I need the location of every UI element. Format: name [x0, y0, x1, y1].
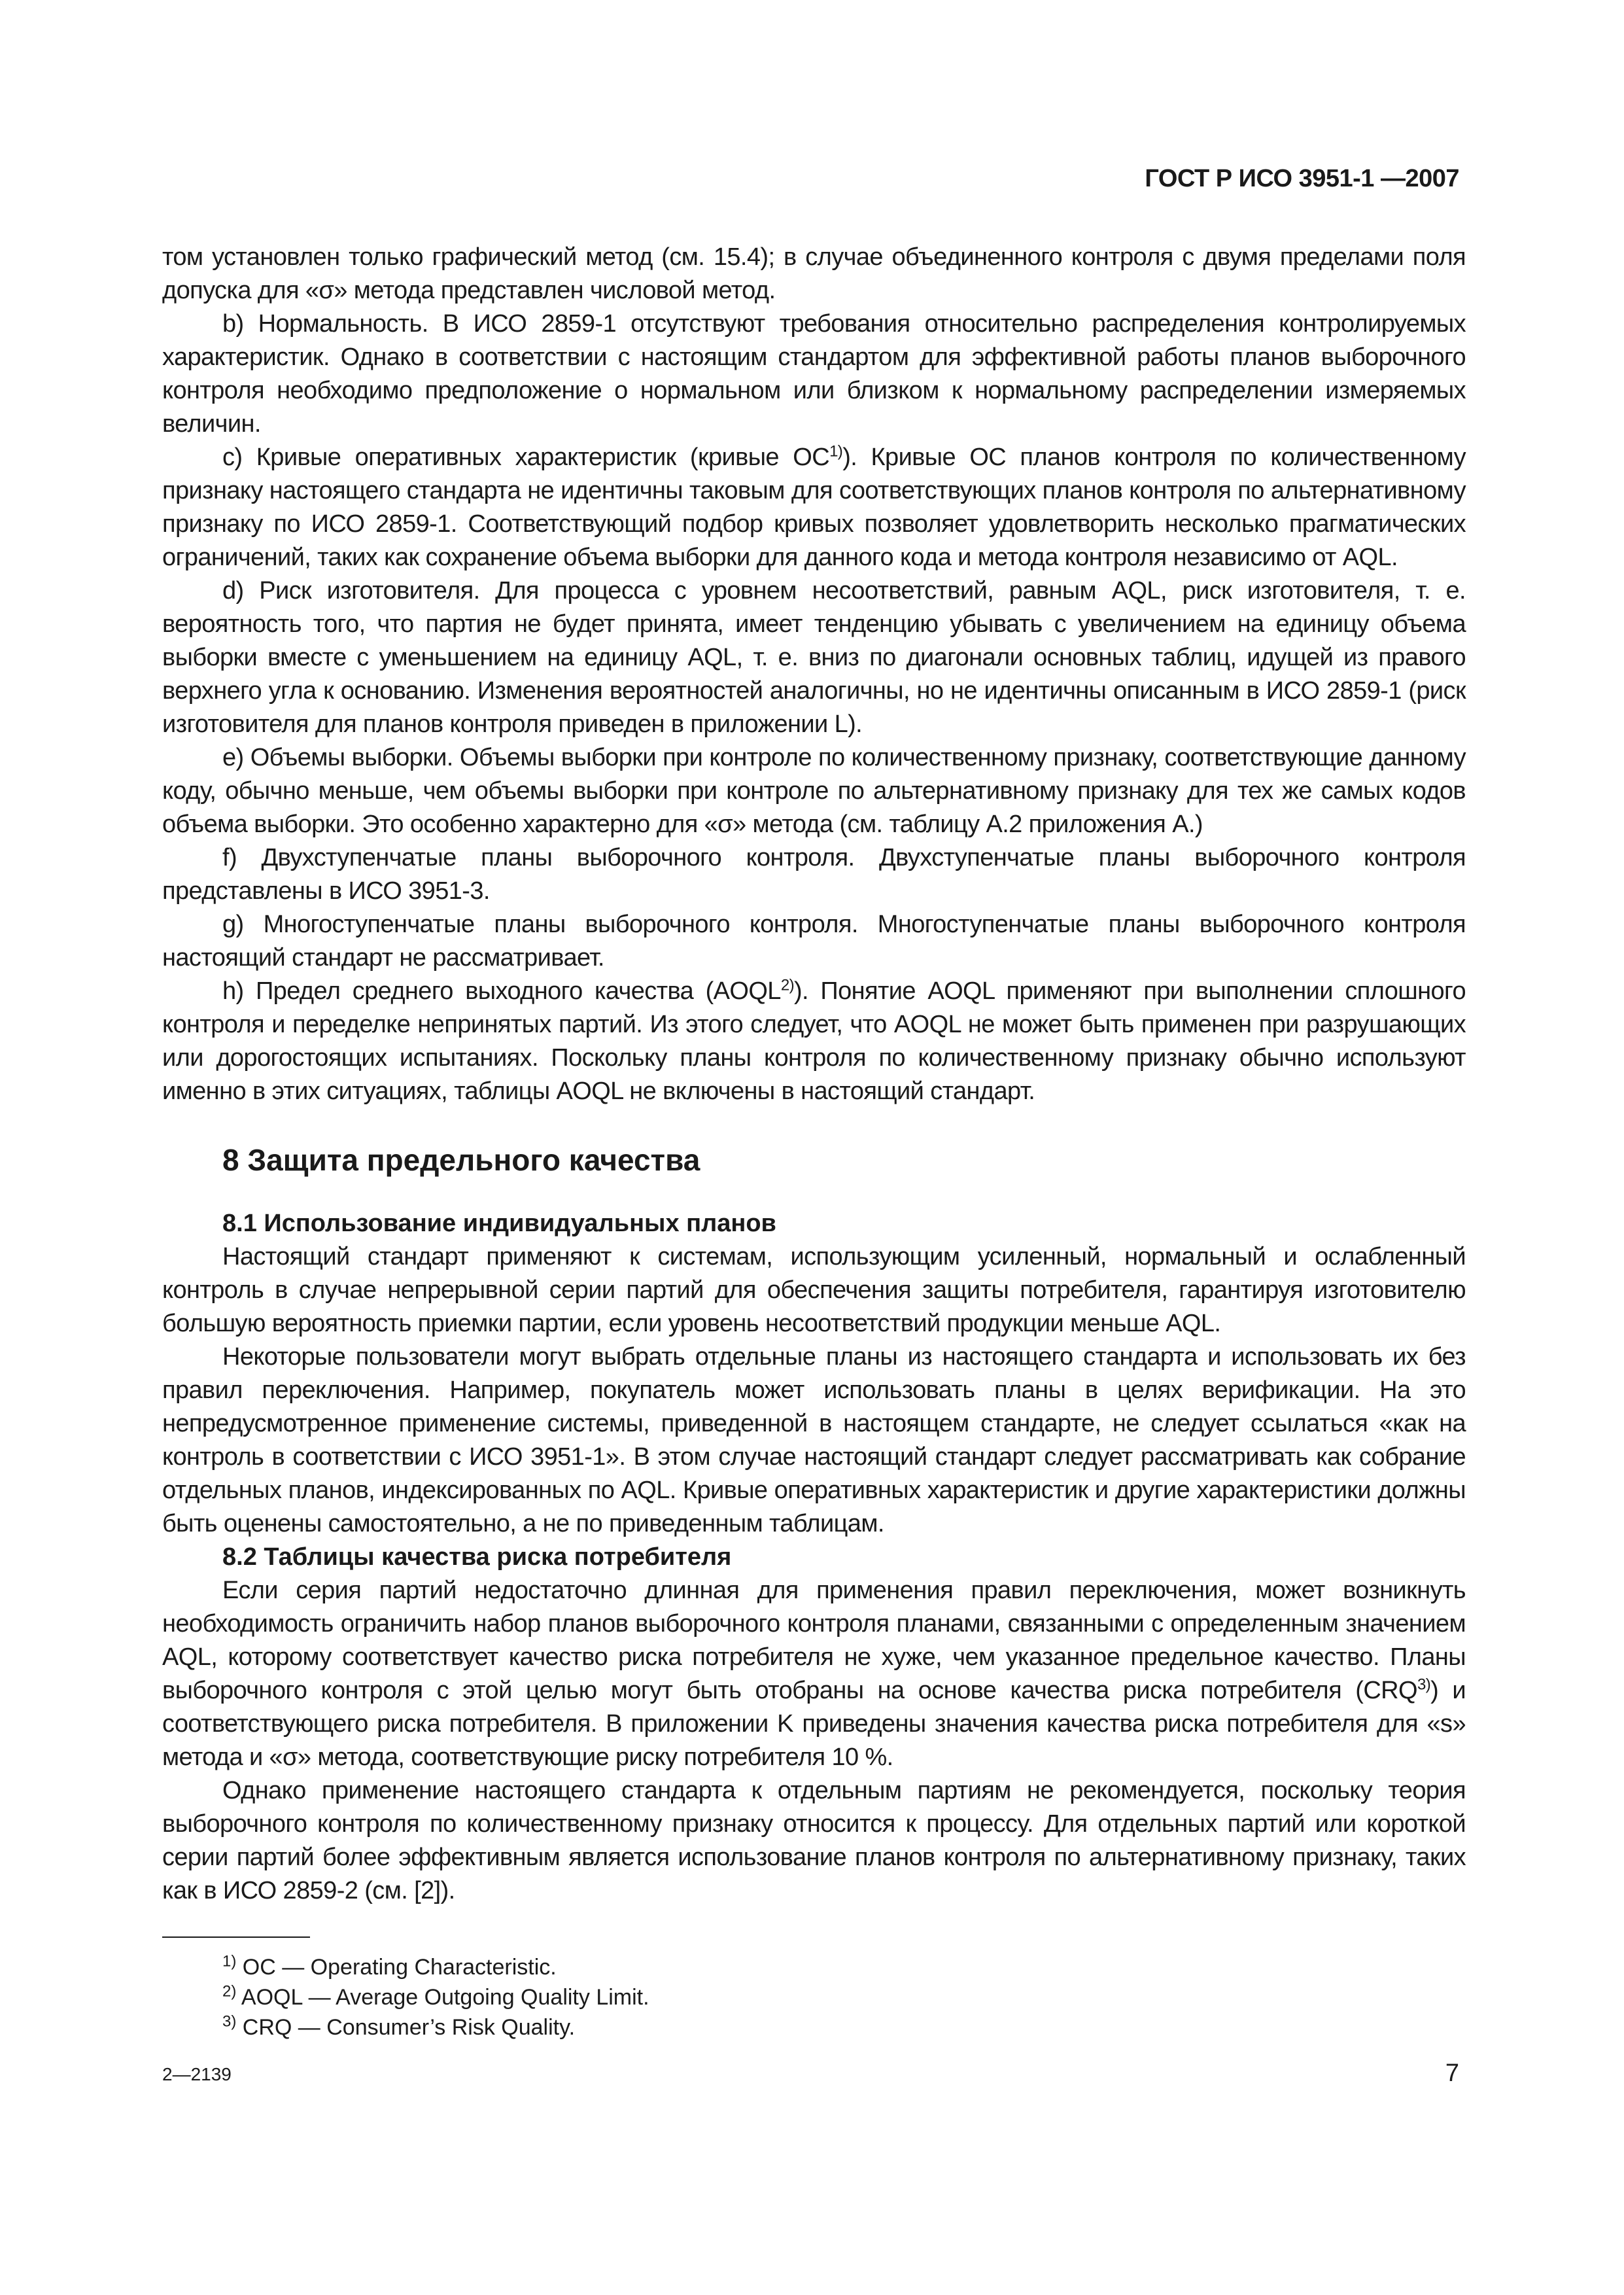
paragraph-c-oc-curves — [162, 441, 1466, 574]
paragraph-h-aoql — [162, 975, 1466, 1108]
footnote-ref-2: 2) — [780, 976, 794, 994]
print-code: 2—2139 — [162, 2064, 232, 2084]
footnote-ref-1: 1) — [829, 442, 843, 461]
footnote-mark: 1) — [222, 1952, 237, 1971]
paragraph-8-2-text-end: ) и соответствующего риска потребителя. В приложении K приведены значения качества риска потребителя для «s» метода и «σ» метода, соответствующие риску потребителя 10 %. — [162, 1677, 1466, 1771]
paragraph-8-1-second: Некоторые пользователи могут выбрать отдельные планы из настоящего стандарта и использовать их без правил переключения. Например, покупатель может использовать планы в целях верификации. На это непредусмотренное применение системы, приведенной в настоящем стандарте, не следует ссылаться «как на контроль в соответствии с ИСО 3951-1». В этом случае настоящий стандарт следует рассматривать как собрание отдельных планов, индексированных по AQL. Кривые оперативных характеристик и другие характеристики должны быть оценены самостоятельно, а не по приведенным таблицам. — [162, 1343, 1466, 1537]
paragraph-h-text-end: ). Понятие AOQL применяют при выполнении сплошного контроля и переделке непринятых партий. Из этого следует, что AOQL не может быть применен при разрушающих или дорогостоящих испытаниях. Поскольку планы контроля по количественному признаку обычно используют именно в этих ситуациях, таблицы AOQL не включены в настоящий стандарт. — [162, 977, 1466, 1105]
footnote-separator — [162, 1936, 310, 1938]
paragraph-d-producer-risk: d) Риск изготовителя. Для процесса с уровнем несоответствий, равным AQL, риск изготовителя, т. е. вероятность того, что партия не будет принята, имеет тенденцию убывать с увеличением на единицу объема выборки вместе с уменьшением на единицу AQL, т. е. вниз по диагонали основных таблиц, идущей из правого верхнего угла к основанию. Изменения вероятностей аналогичны, но не идентичны описанным в ИСО 2859-1 (риск изготовителя для планов контроля приведен в приложении L). — [162, 577, 1466, 738]
paragraph-intro: том установлен только графический метод (см. 15.4); в случае объединенного контроля с двумя пределами поля допуска для «σ» метода представлен числовой метод. — [162, 243, 1466, 304]
paragraph-e-sample-sizes: e) Объемы выборки. Объемы выборки при контроле по количественному признаку, соответствующие данному коду, обычно меньше, чем объемы выборки при контроле по альтернативному признаку для тех же самых кодов объема выборки. Это особенно характерно для «σ» метода (см. таблицу А.2 приложения А.) — [162, 744, 1466, 838]
footnote-text: AOQL — Average Outgoing Quality Limit. — [236, 1985, 649, 2010]
subsection-8-2-title: 8.2 Таблицы качества риска потребителя — [222, 1543, 732, 1571]
section-8-title: 8 Защита предельного качества — [222, 1143, 700, 1177]
paragraph-8-2-second: Однако применение настоящего стандарта к отдельным партиям не рекомендуется, поскольку теория выборочного контроля по количественному признаку относится к процессу. Для отдельных партий или короткой серии партий более эффективным является использование планов контроля по альтернативному признаку, таких как в ИСО 2859-2 (см. [2]). — [162, 1777, 1466, 1904]
footnote-text: CRQ — Consumer’s Risk Quality. — [236, 2015, 576, 2040]
footnote-ref-3: 3) — [1417, 1675, 1431, 1694]
footnote-item — [222, 2012, 649, 2042]
footnote-item — [222, 1982, 649, 2012]
paragraph-h-text-start: h) Предел среднего выходного качества (AOQL — [222, 977, 781, 1005]
footnote-mark: 3) — [222, 2012, 237, 2031]
footnotes — [222, 1952, 649, 2042]
footnote-mark: 2) — [222, 1982, 237, 2001]
paragraph-c-text-end: ). Кривые OC планов контроля по количественному признаку настоящего стандарта не идентичны таковым для соответствующих планов контроля по альтернативному признаку по ИСО 2859-1. Соответствующий подбор кривых позволяет удовлетворить несколько прагматических ограничений, таких как сохранение объема выборки для данного кода и метода контроля независимо от AQL. — [162, 444, 1466, 571]
page-number: 7 — [1445, 2059, 1459, 2087]
paragraph-8-2-text-start: Если серия партий недостаточно длинная для применения правил переключения, может возникнуть необходимость ограничить набор планов выборочного контроля планами, связанными с определенным значением AQL, которому соответствует качество риска потребителя не хуже, чем указанное предельное качество. Планы выборочного контроля с этой целью могут быть отобраны на основе качества риска потребителя (CRQ — [162, 1577, 1466, 1704]
footnote-item — [222, 1952, 649, 1982]
paragraph-8-1-first: Настоящий стандарт применяют к системам, использующим усиленный, нормальный и ослабленный контроль в случае непрерывной серии партий для обеспечения защиты потребителя, гарантируя изготовителю большую вероятность приемки партии, если уровень несоответствий продукции меньше AQL. — [162, 1243, 1466, 1337]
paragraph-b-normality: b) Нормальность. В ИСО 2859-1 отсутствуют требования относительно распределения контролируемых характеристик. Однако в соответствии с настоящим стандартом для эффективной работы планов выборочного контроля необходимо предположение о нормальном или близком к нормальному распределении измеряемых величин. — [162, 310, 1466, 438]
paragraph-g-multiple-sampling: g) Многоступенчатые планы выборочного контроля. Многоступенчатые планы выборочного контроля настоящий стандарт не рассматривает. — [162, 911, 1466, 972]
footnote-text: OC — Operating Characteristic. — [236, 1955, 557, 1980]
paragraph-c-text-start: c) Кривые оперативных характеристик (кривые OC — [222, 444, 830, 471]
page-header-standard-id: ГОСТ Р ИСО 3951-1 —2007 — [1145, 165, 1459, 192]
subsection-8-1-title: 8.1 Использование индивидуальных планов — [222, 1210, 776, 1237]
document-body — [162, 241, 1466, 1908]
paragraph-8-2-first — [162, 1574, 1466, 1774]
paragraph-f-double-sampling: f) Двухступенчатые планы выборочного контроля. Двухступенчатые планы выборочного контроля представлены в ИСО 3951-3. — [162, 844, 1466, 905]
